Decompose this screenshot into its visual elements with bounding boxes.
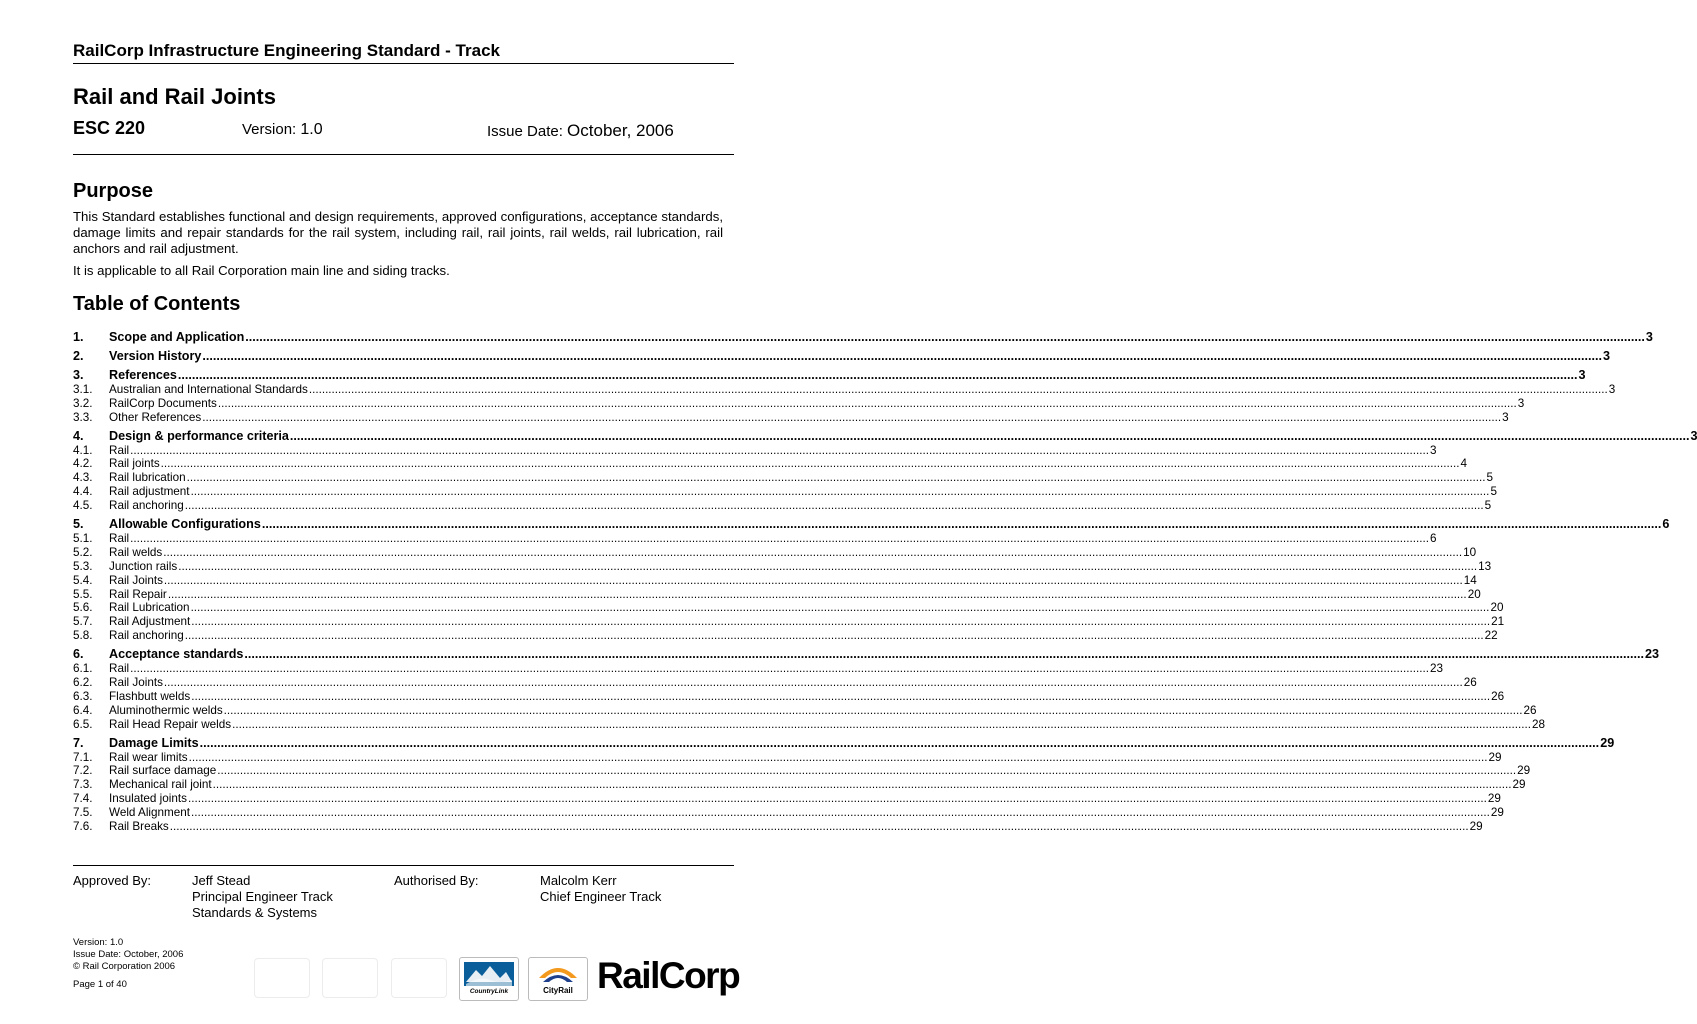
toc-entry-number: 7.4.: [73, 792, 93, 806]
toc-entry-number: 4.1.: [73, 443, 93, 457]
toc-entry-page: 10: [1463, 545, 1477, 559]
toc-section-entry[interactable]: [73, 644, 1659, 662]
toc-entry-page: 29: [1488, 750, 1502, 764]
title-rule: [73, 154, 734, 155]
toc-dot-leader: ................................................................................................................................................................................................................................................................................................................................................................................................................: [217, 764, 1517, 778]
toc-entry-page: 3: [1517, 396, 1525, 410]
toc-dot-leader: ................................................................................................................................................................................................................................................................................................................................................................................................................: [245, 330, 1645, 344]
toc-heading: Table of Contents: [73, 293, 241, 315]
toc-entry-number: 6.2.: [73, 676, 93, 690]
toc-entry-page: 3: [1602, 349, 1610, 363]
toc-subsection-entry[interactable]: [73, 805, 1504, 820]
toc-entry-number: 5.: [73, 517, 84, 532]
toc-subsection-entry[interactable]: [73, 614, 1505, 629]
toc-entry-label: Rail lubrication: [109, 471, 186, 485]
toc-subsection-entry[interactable]: [73, 777, 1526, 792]
toc-dot-leader: ................................................................................................................................................................................................................................................................................................................................................................................................................: [130, 532, 1430, 546]
toc-dot-leader: ................................................................................................................................................................................................................................................................................................................................................................................................................: [178, 559, 1478, 573]
toc-entry-label: References: [109, 368, 177, 382]
toc-subsection-entry[interactable]: [73, 573, 1477, 587]
toc-entry-label: Rail joints: [109, 457, 160, 471]
toc-dot-leader: ................................................................................................................................................................................................................................................................................................................................................................................................................: [187, 792, 1487, 806]
toc-entry-number: 1.: [73, 330, 84, 344]
toc-subsection-entry[interactable]: [73, 717, 1546, 731]
toc-entry-number: 4.3.: [73, 471, 93, 485]
toc-entry-label: Insulated joints: [109, 792, 187, 806]
toc-entry-number: 7.5.: [73, 806, 93, 820]
toc-entry-label: Other References: [109, 410, 202, 424]
toc-entry-label: Version History: [109, 349, 202, 363]
toc-entry-page: 29: [1512, 778, 1526, 792]
toc-entry-label: Junction rails: [109, 559, 178, 573]
toc-entry-page: 4: [1460, 457, 1468, 471]
toc-dot-leader: ................................................................................................................................................................................................................................................................................................................................................................................................................: [163, 545, 1463, 559]
authorised-by-label: Authorised By:: [394, 873, 479, 888]
toc-entry-page: 3: [1608, 382, 1616, 396]
toc-entry-page: 3: [1502, 410, 1509, 424]
toc-entry-label: Rail Joints: [109, 676, 163, 690]
toc-entry-number: 5.2.: [73, 545, 93, 559]
toc-entry-number: 5.5.: [73, 587, 93, 601]
toc-subsection-entry[interactable]: [73, 628, 1498, 643]
toc-entry-label: Rail: [109, 532, 130, 546]
toc-entry-page: 20: [1490, 601, 1504, 615]
toc-entry-label: Rail Head Repair welds: [109, 717, 232, 731]
toc-subsection-entry[interactable]: [73, 410, 1509, 424]
toc-entry-number: 5.6.: [73, 601, 93, 615]
toc-dot-leader: ................................................................................................................................................................................................................................................................................................................................................................................................................: [130, 662, 1430, 676]
toc-entry-page: 3: [1430, 443, 1437, 457]
railcorp-logo: RailCorp: [597, 955, 740, 996]
toc-dot-leader: ................................................................................................................................................................................................................................................................................................................................................................................................................: [308, 382, 1608, 396]
toc-subsection-entry[interactable]: [73, 703, 1537, 717]
approver-name: Jeff Stead: [192, 873, 251, 888]
toc-dot-leader: ................................................................................................................................................................................................................................................................................................................................................................................................................: [169, 820, 1469, 834]
issue-date-label: Issue Date:: [487, 123, 563, 140]
toc-entry-label: Mechanical rail joint: [109, 778, 212, 792]
toc-dot-leader: ................................................................................................................................................................................................................................................................................................................................................................................................................: [244, 647, 1644, 662]
toc-subsection-entry[interactable]: [73, 559, 1492, 573]
toc-entry-number: 3.1.: [73, 382, 93, 396]
toc-entry-number: 5.8.: [73, 629, 93, 643]
toc-entry-label: Weld Alignment: [109, 806, 190, 820]
toc-dot-leader: ................................................................................................................................................................................................................................................................................................................................................................................................................: [191, 689, 1491, 703]
toc-entry-label: Scope and Application: [109, 330, 245, 344]
toc-dot-leader: ................................................................................................................................................................................................................................................................................................................................................................................................................: [191, 806, 1490, 820]
toc-section-entry[interactable]: [73, 426, 1697, 443]
toc-subsection-entry[interactable]: [73, 675, 1477, 690]
toc-entry-number: 3.2.: [73, 396, 93, 410]
toc-section-entry[interactable]: [73, 346, 1610, 363]
toc-entry-number: 4.5.: [73, 499, 93, 513]
toc-entry-label: Design & performance criteria: [109, 428, 289, 443]
toc-entry-number: 4.: [73, 428, 84, 443]
toc-section-entry[interactable]: [73, 327, 1653, 344]
toc-subsection-entry[interactable]: [73, 750, 1502, 764]
document-code: ESC 220: [73, 118, 146, 138]
toc-entry-number: 6.: [73, 647, 84, 662]
toc-subsection-entry[interactable]: [73, 764, 1531, 778]
toc-entry-number: 7.3.: [73, 778, 93, 792]
toc-dot-leader: ................................................................................................................................................................................................................................................................................................................................................................................................................: [130, 443, 1430, 457]
toc-subsection-entry[interactable]: [73, 601, 1504, 615]
toc-dot-leader: ................................................................................................................................................................................................................................................................................................................................................................................................................: [261, 517, 1662, 532]
toc-entry-label: RailCorp Documents: [109, 396, 217, 410]
toc-entry-label: Australian and International Standards: [109, 382, 308, 396]
version-label: Version:: [242, 121, 297, 138]
toc-entry-number: 3.: [73, 368, 84, 382]
issue-date-info: [487, 121, 674, 141]
toc-subsection-entry[interactable]: [73, 443, 1437, 457]
toc-dot-leader: ................................................................................................................................................................................................................................................................................................................................................................................................................: [212, 778, 1512, 792]
toc-section-entry[interactable]: [73, 365, 1586, 382]
toc-entry-number: 3.3.: [73, 410, 93, 424]
toc-subsection-entry[interactable]: [73, 587, 1481, 601]
toc-entry-label: Damage Limits: [109, 735, 199, 750]
issue-date-value: October, 2006: [567, 121, 674, 140]
toc-entry-number: 5.3.: [73, 559, 93, 573]
toc-entry-page: 20: [1467, 587, 1481, 601]
toc-entry-label: Acceptance standards: [109, 647, 244, 662]
toc-subsection-entry[interactable]: [73, 791, 1501, 806]
toc-subsection-entry[interactable]: [73, 498, 1492, 513]
toc-entry-page: 29: [1487, 792, 1501, 806]
toc-subsection-entry[interactable]: [73, 689, 1505, 703]
toc-dot-leader: ................................................................................................................................................................................................................................................................................................................................................................................................................: [199, 735, 1600, 750]
toc-entry-label: Rail anchoring: [109, 629, 184, 643]
toc-entry-number: 5.7.: [73, 615, 93, 629]
purpose-paragraph: This Standard establishes functional and design requirements, approved configurations, acceptance standards, damage limits and repair standards for the rail system, including rail, rail joints, rail welds, rail lubrication, rail anchors and rail adjustment.: [73, 209, 723, 256]
toc-entry-page: 3: [1578, 368, 1586, 382]
running-header: RailCorp Infrastructure Engineering Standard - Track: [73, 41, 500, 60]
approved-by-label: Approved By:: [73, 873, 152, 888]
approval-rule: [73, 865, 734, 866]
countrylink-wordmark: CountryLink: [469, 988, 509, 995]
version-value: 1.0: [300, 121, 323, 138]
toc-dot-leader: ................................................................................................................................................................................................................................................................................................................................................................................................................: [232, 717, 1532, 731]
toc-entry-page: 23: [1430, 662, 1444, 676]
toc-dot-leader: ................................................................................................................................................................................................................................................................................................................................................................................................................: [289, 428, 1690, 443]
toc-dot-leader: ................................................................................................................................................................................................................................................................................................................................................................................................................: [160, 457, 1460, 471]
footer-copyright: © Rail Corporation 2006: [73, 961, 176, 972]
header-rule: [73, 63, 734, 64]
countrylink-logo: [459, 957, 519, 1001]
applicability-paragraph: It is applicable to all Rail Corporation main line and siding tracks.: [73, 263, 450, 278]
toc-entry-label: Rail: [109, 662, 130, 676]
toc-entry-label: Rail Adjustment: [109, 615, 191, 629]
approver-title: Principal Engineer Track: [192, 889, 333, 904]
faint-logo-placeholder: [254, 958, 310, 998]
footer-issue-date: Issue Date: October, 2006: [73, 949, 184, 960]
toc-entry-number: 7.6.: [73, 820, 93, 834]
toc-entry-label: Rail Joints: [109, 573, 163, 587]
toc-entry-label: Rail adjustment: [109, 485, 190, 499]
toc-entry-page: 22: [1484, 629, 1498, 643]
toc-dot-leader: ................................................................................................................................................................................................................................................................................................................................................................................................................: [186, 471, 1486, 485]
toc-entry-number: 6.5.: [73, 717, 93, 731]
toc-dot-leader: ................................................................................................................................................................................................................................................................................................................................................................................................................: [223, 703, 1523, 717]
toc-entry-label: Rail anchoring: [109, 499, 184, 513]
purpose-heading: Purpose: [73, 180, 154, 202]
toc-entry-label: Rail welds: [109, 545, 163, 559]
toc-subsection-entry[interactable]: [73, 484, 1497, 499]
toc-entry-number: 6.1.: [73, 662, 93, 676]
toc-entry-number: 7.: [73, 735, 84, 750]
toc-entry-page: 5: [1484, 499, 1492, 513]
toc-dot-leader: ................................................................................................................................................................................................................................................................................................................................................................................................................: [167, 587, 1467, 601]
toc-entry-page: 13: [1478, 559, 1492, 573]
toc-subsection-entry[interactable]: [73, 545, 1477, 559]
toc-subsection-entry[interactable]: [73, 457, 1468, 471]
toc-entry-page: 5: [1486, 471, 1494, 485]
toc-section-entry[interactable]: [73, 514, 1670, 532]
toc-entry-page: 5: [1490, 485, 1497, 499]
toc-entry-page: 29: [1490, 806, 1504, 820]
toc-entry-label: Rail Lubrication: [109, 601, 190, 615]
toc-entry-label: Flashbutt welds: [109, 689, 191, 703]
authoriser-title: Chief Engineer Track: [540, 889, 662, 904]
toc-dot-leader: ................................................................................................................................................................................................................................................................................................................................................................................................................: [202, 410, 1502, 424]
authoriser-name: Malcolm Kerr: [540, 873, 617, 888]
toc-subsection-entry[interactable]: [73, 819, 1483, 834]
toc-entry-page: 29: [1469, 820, 1483, 834]
toc-dot-leader: ................................................................................................................................................................................................................................................................................................................................................................................................................: [163, 676, 1463, 690]
toc-entry-page: 6: [1662, 517, 1670, 532]
faint-logo-placeholder: [391, 958, 447, 998]
toc-entry-number: 5.1.: [73, 532, 93, 546]
toc-entry-label: Aluminothermic welds: [109, 703, 223, 717]
toc-dot-leader: ................................................................................................................................................................................................................................................................................................................................................................................................................: [184, 499, 1484, 513]
toc-entry-number: 6.4.: [73, 703, 93, 717]
faint-logo-placeholder: [322, 958, 378, 998]
toc-entry-page: 14: [1463, 573, 1477, 587]
toc-entry-page: 29: [1517, 764, 1531, 778]
toc-dot-leader: ................................................................................................................................................................................................................................................................................................................................................................................................................: [177, 368, 1578, 382]
toc-subsection-entry[interactable]: [73, 382, 1616, 396]
toc-subsection-entry[interactable]: [73, 531, 1437, 546]
toc-entry-label: Rail: [109, 443, 130, 457]
toc-dot-leader: ................................................................................................................................................................................................................................................................................................................................................................................................................: [190, 485, 1490, 499]
toc-dot-leader: ................................................................................................................................................................................................................................................................................................................................................................................................................: [202, 349, 1602, 363]
toc-dot-leader: ................................................................................................................................................................................................................................................................................................................................................................................................................: [188, 750, 1488, 764]
footer-version: Version: 1.0: [73, 937, 124, 948]
toc-entry-page: 26: [1463, 676, 1477, 690]
toc-dot-leader: ................................................................................................................................................................................................................................................................................................................................................................................................................: [217, 396, 1517, 410]
cityrail-wordmark: CityRail: [543, 986, 573, 995]
table-of-contents: [73, 325, 1697, 834]
toc-entry-label: Rail surface damage: [109, 764, 217, 778]
toc-entry-page: 3: [1690, 428, 1697, 443]
toc-entry-label: Rail Repair: [109, 587, 167, 601]
approver-department: Standards & Systems: [192, 905, 317, 920]
toc-entry-page: 23: [1644, 647, 1659, 662]
toc-entry-page: 29: [1600, 735, 1615, 750]
document-title: Rail and Rail Joints: [73, 84, 276, 109]
toc-entry-page: 6: [1430, 532, 1437, 546]
toc-entry-number: 6.3.: [73, 689, 93, 703]
toc-entry-label: Rail Breaks: [109, 820, 169, 834]
toc-dot-leader: ................................................................................................................................................................................................................................................................................................................................................................................................................: [191, 615, 1491, 629]
toc-entry-number: 4.4.: [73, 485, 93, 499]
toc-entry-page: 21: [1491, 615, 1505, 629]
toc-entry-page: 26: [1523, 703, 1537, 717]
toc-entry-page: 26: [1491, 689, 1505, 703]
toc-dot-leader: ................................................................................................................................................................................................................................................................................................................................................................................................................: [184, 629, 1484, 643]
toc-entry-number: 7.2.: [73, 764, 93, 778]
page-number: Page 1 of 40: [73, 979, 127, 990]
toc-subsection-entry[interactable]: [73, 661, 1444, 676]
cityrail-logo: [528, 957, 588, 1001]
toc-subsection-entry[interactable]: [73, 470, 1494, 485]
toc-entry-number: 5.4.: [73, 573, 93, 587]
version-info: [242, 121, 323, 139]
toc-entry-label: Allowable Configurations: [109, 517, 261, 532]
toc-subsection-entry[interactable]: [73, 396, 1525, 410]
toc-entry-page: 3: [1645, 330, 1653, 344]
toc-entry-label: Rail wear limits: [109, 750, 188, 764]
toc-dot-leader: ................................................................................................................................................................................................................................................................................................................................................................................................................: [190, 601, 1490, 615]
toc-section-entry[interactable]: [73, 733, 1615, 750]
toc-entry-page: 28: [1532, 717, 1546, 731]
toc-entry-number: 7.1.: [73, 750, 93, 764]
toc-entry-number: 4.2.: [73, 457, 93, 471]
toc-entry-number: 2.: [73, 349, 84, 363]
toc-dot-leader: ................................................................................................................................................................................................................................................................................................................................................................................................................: [163, 573, 1463, 587]
